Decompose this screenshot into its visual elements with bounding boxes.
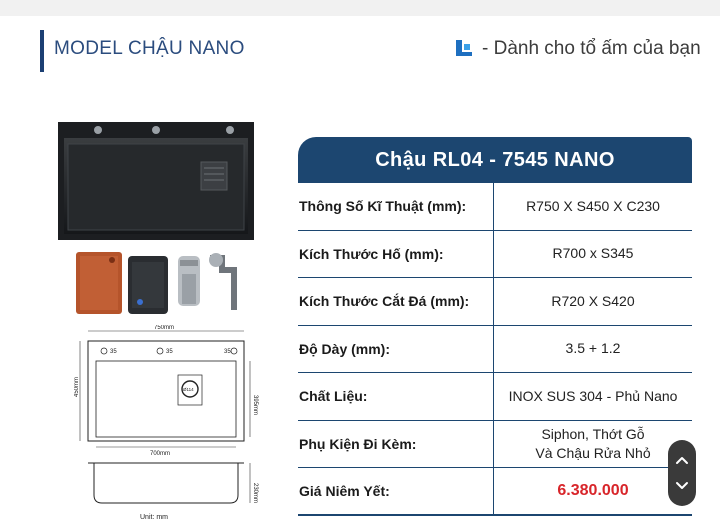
brand-logo-icon <box>454 38 474 58</box>
svg-text:35: 35 <box>224 349 231 355</box>
spec-value-line: Siphon, Thớt Gỗ <box>541 425 645 442</box>
chevron-up-icon <box>675 455 689 465</box>
spec-row <box>298 468 692 516</box>
spec-title: Chậu RL04 - 7545 NANO <box>298 137 692 183</box>
chevron-down-icon <box>675 481 689 491</box>
spec-row <box>298 278 692 326</box>
product-illustration <box>50 115 270 527</box>
accessories-photo <box>74 250 264 320</box>
svg-text:750mm: 750mm <box>154 325 175 331</box>
spec-row <box>298 373 692 421</box>
svg-text:35: 35 <box>166 349 173 355</box>
svg-text:Unit: mm: Unit: mm <box>140 514 168 521</box>
spec-value: 3.5 + 1.2 <box>565 340 621 357</box>
spec-row <box>298 231 692 279</box>
spec-value: INOX SUS 304 - Phủ Nano <box>508 387 678 404</box>
spec-value <box>494 421 692 468</box>
technical-drawing <box>74 325 274 525</box>
spec-label: Giá Niêm Yết: <box>298 468 494 514</box>
svg-text:35: 35 <box>110 349 117 355</box>
spec-row <box>298 421 692 469</box>
price-value: 6.380.000 <box>557 482 629 500</box>
page-title: MODEL CHẬU NANO <box>54 38 245 59</box>
scroll-control[interactable] <box>668 440 696 506</box>
spec-row <box>298 183 692 231</box>
svg-text:450mm: 450mm <box>74 376 80 397</box>
spec-table <box>298 137 692 516</box>
spec-label: Độ Dày (mm): <box>298 326 494 373</box>
spec-value: R720 X S420 <box>551 292 635 309</box>
spec-label: Kích Thước Hố (mm): <box>298 231 494 278</box>
spec-value-line: Và Chậu Rửa Nhỏ <box>535 444 651 461</box>
spec-label: Phụ Kiện Đi Kèm: <box>298 421 494 468</box>
spec-row <box>298 326 692 374</box>
scroll-down-button[interactable] <box>668 472 696 500</box>
svg-text:395mm: 395mm <box>252 395 258 416</box>
svg-text:700mm: 700mm <box>150 451 171 457</box>
sink-photo <box>58 122 254 240</box>
spec-value: R700 x S345 <box>552 245 634 262</box>
spec-label: Thông Số Kĩ Thuật (mm): <box>298 183 494 230</box>
page-header <box>0 16 720 86</box>
spec-label: Kích Thước Cắt Đá (mm): <box>298 278 494 325</box>
tagline: - Dành cho tổ ấm của bạn <box>482 38 701 59</box>
spec-label: Chất Liệu: <box>298 373 494 420</box>
scroll-up-button[interactable] <box>668 446 696 474</box>
svg-text:Ø114: Ø114 <box>183 387 194 392</box>
svg-text:230mm: 230mm <box>252 483 258 504</box>
spec-value: R750 X S450 X C230 <box>526 197 660 214</box>
accent-bar <box>40 30 44 72</box>
top-bar <box>0 0 720 16</box>
